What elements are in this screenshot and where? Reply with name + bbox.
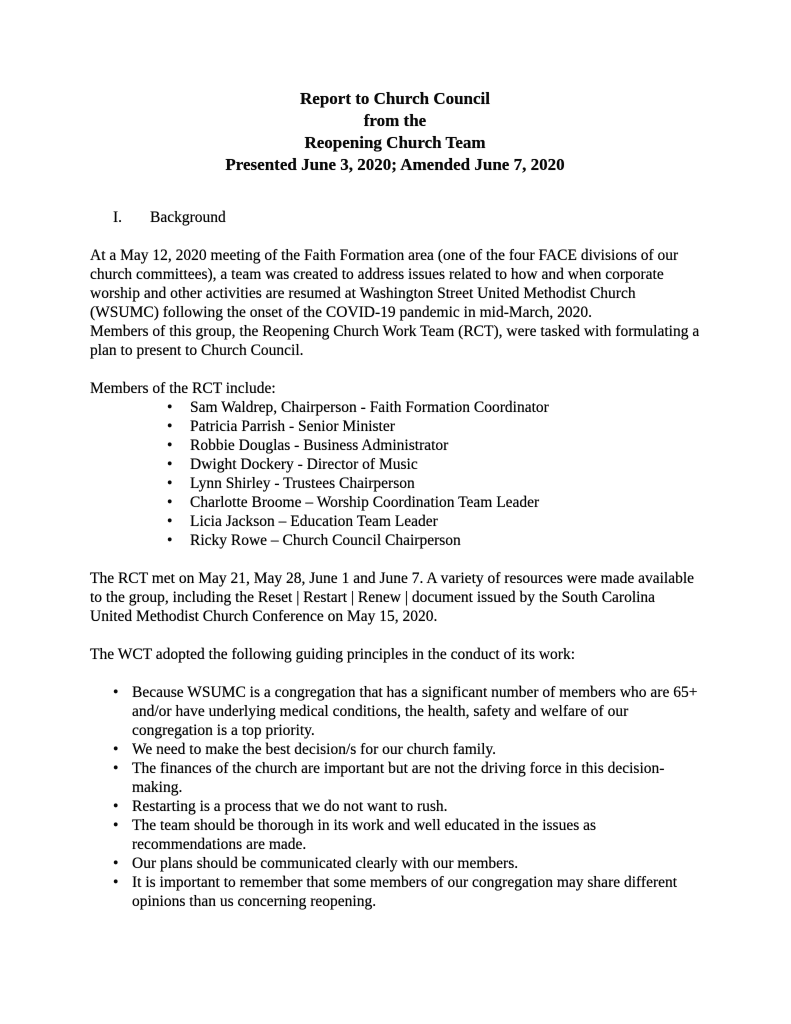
list-item-text: Our plans should be communicated clearly with our members. xyxy=(132,855,519,872)
list-item xyxy=(90,436,700,455)
bullet-icon: • xyxy=(167,399,173,416)
list-item-text: Because WSUMC is a congregation that has a significant number of members who are 65+ and/or have underlying medical conditions, the health, safety and welfare of our congregation is a top priority. xyxy=(132,684,698,739)
list-item-text: Licia Jackson – Education Team Leader xyxy=(190,513,438,530)
list-item xyxy=(90,816,700,854)
list-item xyxy=(90,474,700,493)
list-item-text: Restarting is a process that we do not want to rush. xyxy=(132,798,448,815)
list-item-text: Ricky Rowe – Church Council Chairperson xyxy=(190,532,461,549)
section-number: I. xyxy=(113,209,123,226)
bullet-icon: • xyxy=(167,475,173,492)
bullet-icon: • xyxy=(167,532,173,549)
list-item xyxy=(90,873,700,911)
list-item-text: Dwight Dockery - Director of Music xyxy=(190,456,418,473)
list-item xyxy=(90,531,700,550)
title-line-1: Report to Church Council xyxy=(300,89,490,108)
list-item-text: Sam Waldrep, Chairperson - Faith Formation Coordinator xyxy=(190,399,549,416)
bullet-icon: • xyxy=(113,817,119,834)
section-label: Background xyxy=(150,209,226,226)
meetings-paragraph: The RCT met on May 21, May 28, June 1 and June 7. A variety of resources were made available to the group, including the Reset | Restart | Renew | document issued by the South Carolina United Methodist Church Conference on May 15, 2020. xyxy=(90,570,695,625)
list-item-text: Patricia Parrish - Senior Minister xyxy=(190,418,395,435)
bullet-icon: • xyxy=(167,456,173,473)
list-item-text: We need to make the best decision/s for our church family. xyxy=(132,741,497,758)
list-item-text: Robbie Douglas - Business Administrator xyxy=(190,437,449,454)
bullet-icon: • xyxy=(167,513,173,530)
list-item-text: Charlotte Broome – Worship Coordination Team Leader xyxy=(190,494,540,511)
section-heading-background xyxy=(90,208,700,227)
list-item-text: It is important to remember that some members of our congregation may share different opinions than us concerning reopening. xyxy=(132,874,678,910)
members-list xyxy=(90,398,700,550)
bullet-icon: • xyxy=(167,418,173,435)
intro-paragraph-text-2: Members of this group, the Reopening Church Work Team (RCT), were tasked with formulating a plan to present to Church Council. xyxy=(90,323,700,359)
list-item xyxy=(90,417,700,436)
title-line-3: Reopening Church Team xyxy=(304,133,486,152)
list-item xyxy=(90,683,700,740)
list-item-text: The finances of the church are important but are not the driving force in this decision-making. xyxy=(132,760,665,796)
list-item xyxy=(90,398,700,417)
list-item xyxy=(90,512,700,531)
bullet-icon: • xyxy=(113,760,119,777)
list-item xyxy=(90,740,700,759)
intro-paragraph-text: At a May 12, 2020 meeting of the Faith Formation area (one of the four FACE divisions of our church committees), a team was created to address issues related to how and when corporate worship and other activities are resumed at Washington Street United Methodist Church (WSUMC) following the onset of the COVID-19 pandemic in mid-March, 2020. xyxy=(90,247,679,321)
list-item xyxy=(90,493,700,512)
bullet-icon: • xyxy=(167,437,173,454)
principles-list xyxy=(90,683,700,911)
bullet-icon: • xyxy=(113,855,119,872)
list-item xyxy=(90,455,700,474)
bullet-icon: • xyxy=(113,798,119,815)
list-item-text: Lynn Shirley - Trustees Chairperson xyxy=(190,475,415,492)
members-intro: Members of the RCT include: xyxy=(90,380,276,397)
bullet-icon: • xyxy=(167,494,173,511)
document-title-block xyxy=(90,88,700,176)
title-line-2: from the xyxy=(363,111,427,130)
bullet-icon: • xyxy=(113,741,119,758)
principles-intro: The WCT adopted the following guiding principles in the conduct of its work: xyxy=(90,646,576,663)
title-line-4: Presented June 3, 2020; Amended June 7, 2020 xyxy=(225,155,565,174)
bullet-icon: • xyxy=(113,874,119,891)
intro-paragraph xyxy=(90,246,700,360)
list-item-text: The team should be thorough in its work and well educated in the issues as recommendations are made. xyxy=(132,817,597,853)
list-item xyxy=(90,797,700,816)
list-item xyxy=(90,759,700,797)
bullet-icon: • xyxy=(113,684,119,701)
list-item xyxy=(90,854,700,873)
